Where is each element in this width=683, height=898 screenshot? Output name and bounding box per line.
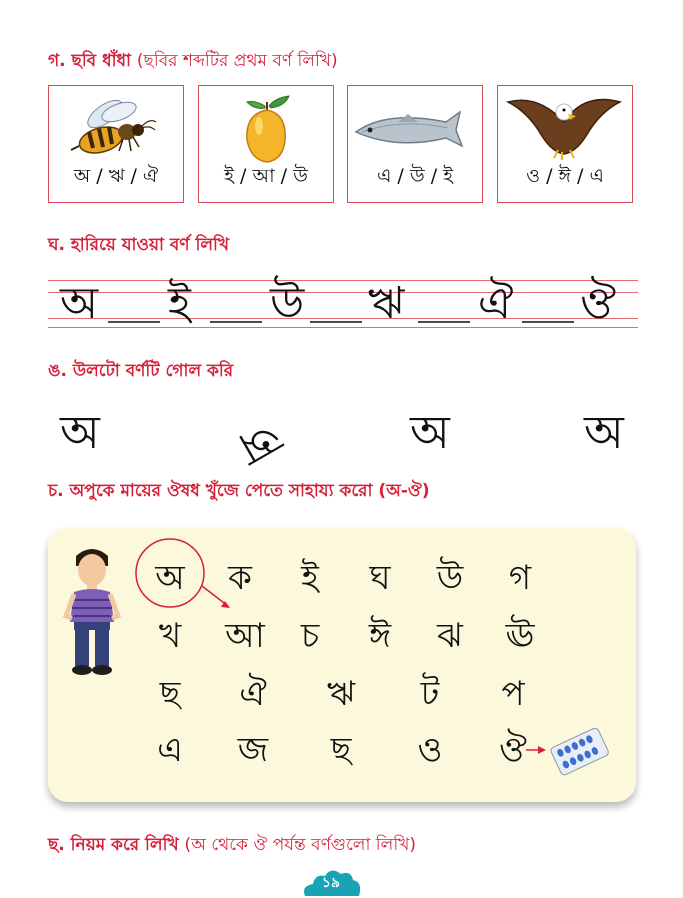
section-uma-heading: ঙ. উলটো বর্ণটি গোল করি [48, 361, 234, 381]
section-cha-heading [48, 478, 430, 506]
maze-letter[interactable]: অ [155, 558, 185, 598]
maze-letter[interactable]: উ [436, 558, 464, 598]
maze-letter[interactable]: ঈ [368, 616, 392, 656]
maze-letter[interactable]: এ [157, 730, 183, 770]
section-chha-subtitle: (অ থেকে ঔ পর্যন্ত বর্ণগুলো লিখি) [184, 835, 416, 855]
maze-letter[interactable]: ঔ [499, 730, 527, 770]
picture-card-mango [198, 85, 334, 203]
sequence-letter: ই [168, 278, 191, 329]
sequence-letter: ঋ [368, 278, 405, 329]
sequence-letter: ঐ [478, 278, 514, 329]
maze-letter[interactable]: প [501, 674, 525, 714]
mango-options: ই / আ / উ [224, 165, 308, 187]
option-letter[interactable]: অ [410, 405, 450, 459]
fish-icon [348, 92, 482, 164]
section-chha-title: ছ. নিয়ম করে লিখি [48, 835, 179, 855]
sequence-letter: অ [60, 278, 99, 329]
maze-letter[interactable]: ঋ [326, 674, 356, 714]
picture-card-fish [347, 85, 483, 203]
bee-icon [49, 92, 183, 164]
option-letter[interactable]: অ [60, 405, 100, 459]
maze-letter[interactable]: আ [225, 616, 265, 656]
maze-letter[interactable]: ছ [159, 674, 181, 714]
missing-letter-row [50, 270, 636, 330]
maze-letter[interactable]: খ [158, 616, 182, 656]
section-ga-heading [48, 48, 338, 76]
eagle-options: ও / ঈ / এ [526, 165, 604, 187]
boy-icon [62, 542, 122, 682]
sequence-letter: ঔ [580, 278, 617, 329]
maze-letter[interactable]: ক [228, 558, 252, 598]
bee-options: অ / ঋ / ঐ [73, 165, 159, 187]
fish-options: এ / উ / ই [376, 165, 454, 187]
section-cha-title: চ. অপুকে মায়ের ঔষধ খুঁজে পেতে সাহায্য করো [48, 481, 373, 501]
page-number: ১৯ [321, 875, 341, 891]
mango-icon [199, 92, 333, 164]
maze-letter[interactable]: চ [300, 616, 320, 656]
maze-letter[interactable]: ঐ [239, 674, 267, 714]
rotated-option-letter[interactable]: অ [229, 410, 291, 477]
medicine-icon [526, 724, 616, 784]
maze-letter[interactable]: ও [417, 730, 443, 770]
picture-card-bee [48, 85, 184, 203]
maze-letter[interactable]: ঊ [505, 616, 535, 656]
maze-letter[interactable]: ছ [330, 730, 352, 770]
picture-card-eagle [497, 85, 633, 203]
maze-letter[interactable]: গ [508, 558, 532, 598]
section-gha-heading: ঘ. হারিয়ে যাওয়া বর্ণ লিখি [48, 235, 230, 255]
section-cha-subtitle: (অ-ঔ) [378, 481, 430, 501]
option-letter[interactable]: অ [584, 405, 624, 459]
maze-letter[interactable]: জ [237, 730, 269, 770]
maze-panel [48, 528, 636, 802]
section-ga-title: গ. ছবি ধাঁধা [48, 51, 131, 71]
eagle-icon [498, 92, 632, 164]
maze-letter[interactable]: ই [301, 558, 319, 598]
section-chha-heading [48, 832, 416, 860]
maze-letter[interactable]: ঝ [437, 616, 463, 656]
maze-letter[interactable]: ঘ [369, 558, 391, 598]
section-ga-subtitle: (ছবির শব্দটির প্রথম বর্ণ লিখি) [136, 51, 338, 71]
sequence-letter: উ [270, 278, 305, 329]
maze-letter[interactable]: ট [420, 674, 440, 714]
